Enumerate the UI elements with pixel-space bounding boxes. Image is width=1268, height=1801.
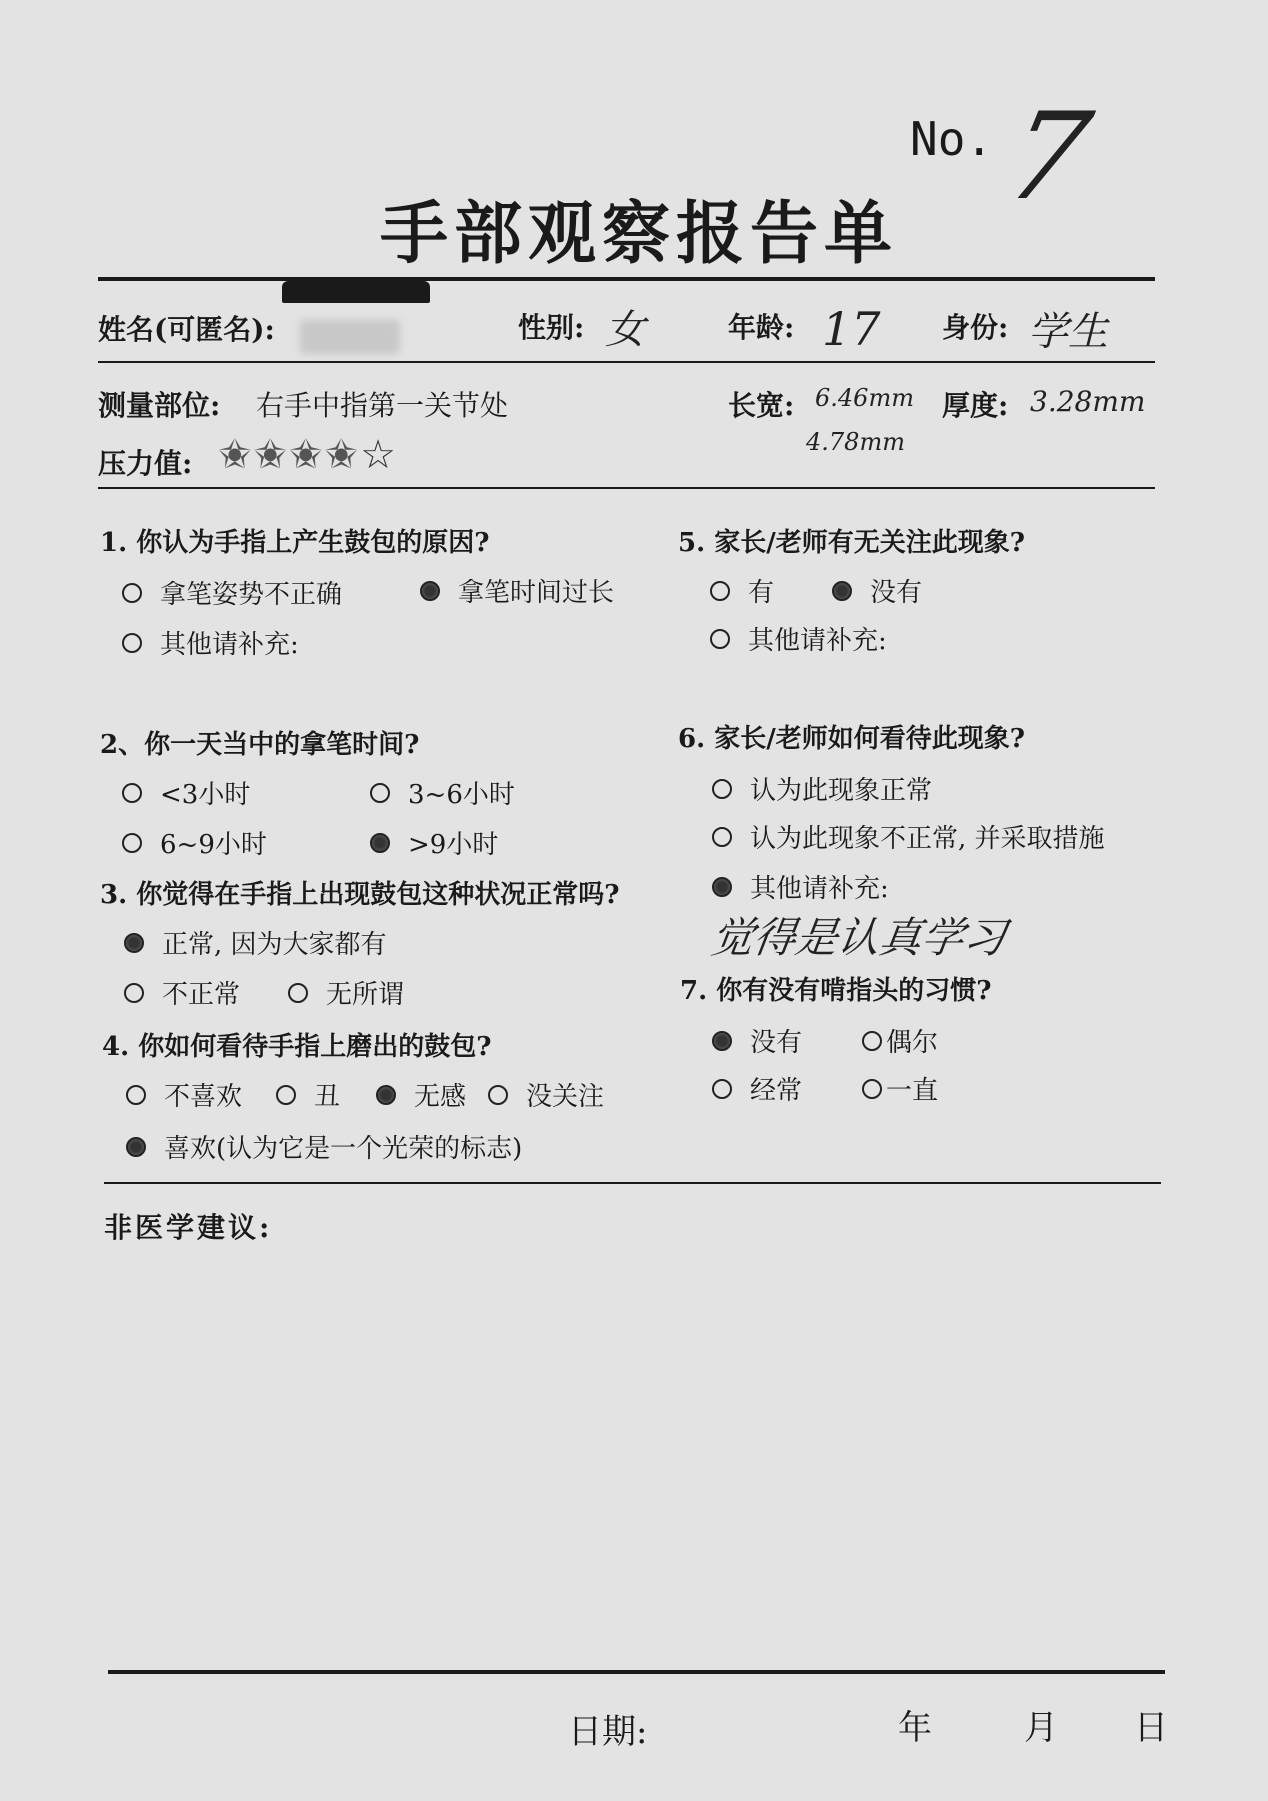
q4-option-3-label: 无感	[414, 1082, 467, 1112]
star-empty-icon: ☆	[360, 432, 398, 478]
q5-radio-3[interactable]	[710, 629, 730, 649]
name-redacted	[300, 320, 400, 354]
star-filled-icon: ✬	[218, 432, 254, 478]
q6-handwritten-note: 觉得是认真学习	[708, 913, 1010, 962]
q5-radio-1[interactable]	[710, 581, 730, 601]
title-underline	[98, 277, 1155, 281]
q5-option-1[interactable]	[710, 572, 774, 609]
q5-option-1-label: 有	[748, 578, 775, 608]
name-label: 姓名(可匿名):	[98, 313, 275, 346]
pressure-label: 压力值:	[98, 447, 193, 480]
q1-option-3[interactable]	[122, 624, 299, 661]
q2-radio-4[interactable]	[370, 833, 390, 853]
q5-option-3-label: 其他请补充:	[748, 626, 887, 656]
q5-option-2[interactable]	[832, 572, 922, 609]
q5-radio-2[interactable]	[832, 581, 852, 601]
identity-label: 身份:	[942, 311, 1009, 344]
date-label: 日期:	[568, 1712, 648, 1752]
q6-radio-1[interactable]	[712, 779, 732, 799]
q4-option-3[interactable]	[376, 1076, 466, 1113]
gender-value: 女	[605, 307, 645, 353]
site-label: 测量部位:	[98, 389, 221, 422]
redaction-bar	[282, 281, 430, 303]
q1-option-1-label: 拿笔姿势不正确	[160, 580, 343, 610]
form-title: 手部观察报告单	[380, 194, 899, 274]
q4-text: 4. 你如何看待手指上磨出的鼓包?	[102, 1032, 492, 1062]
form-number-label: No.	[910, 112, 994, 166]
site-value: 右手中指第一关节处	[256, 389, 509, 422]
q4-option-5-label: 喜欢(认为它是一个光荣的标志)	[164, 1134, 523, 1164]
date-day-label: 日	[1134, 1708, 1168, 1748]
form-number-value: 7	[995, 88, 1102, 227]
identity-value: 学生	[1028, 309, 1108, 355]
star-filled-icon: ✬	[289, 432, 325, 478]
q1-radio-2[interactable]	[420, 581, 440, 601]
q7-text: 7. 你有没有啃指头的习惯?	[680, 976, 992, 1006]
q2-option-4-label: >9小时	[408, 830, 499, 860]
q2-option-3[interactable]	[122, 824, 267, 861]
q7-option-1[interactable]	[712, 1022, 802, 1059]
info-divider-2	[98, 487, 1155, 489]
q2-text: 2、你一天当中的拿笔时间?	[100, 730, 420, 760]
questions-divider	[104, 1182, 1161, 1184]
q3-option-3-label: 无所谓	[326, 980, 405, 1010]
gender-label: 性别:	[518, 311, 585, 344]
q7-option-3[interactable]	[712, 1070, 802, 1107]
date-year-label: 年	[898, 1708, 932, 1748]
size-value-1: 6.46mm	[815, 384, 914, 412]
q3-radio-2[interactable]	[124, 983, 144, 1003]
q6-text: 6. 家长/老师如何看待此现象?	[678, 724, 1025, 754]
info-divider-1	[98, 361, 1155, 363]
q4-radio-1[interactable]	[126, 1085, 146, 1105]
thickness-value: 3.28mm	[1030, 385, 1146, 418]
q1-option-2[interactable]	[420, 572, 614, 609]
q4-option-4-label: 没关注	[526, 1082, 605, 1112]
q7-option-3-label: 经常	[750, 1076, 803, 1106]
q7-option-1-label: 没有	[750, 1028, 803, 1058]
q2-option-2-label: 3~6小时	[408, 780, 515, 810]
q7-radio-1[interactable]	[712, 1031, 732, 1051]
q4-radio-3[interactable]	[376, 1085, 396, 1105]
q3-radio-3[interactable]	[288, 983, 308, 1003]
q2-radio-1[interactable]	[122, 783, 142, 803]
q6-option-3-label: 其他请补充:	[750, 874, 889, 904]
q4-option-5[interactable]	[126, 1128, 522, 1165]
date-month-label: 月	[1024, 1708, 1058, 1748]
age-value: 17	[822, 302, 881, 356]
star-filled-icon: ✬	[324, 432, 361, 478]
q1-option-3-label: 其他请补充:	[160, 630, 299, 660]
q7-option-2[interactable]	[862, 1022, 938, 1059]
star-filled-icon: ✬	[253, 432, 290, 478]
q2-option-3-label: 6~9小时	[160, 830, 267, 860]
q1-radio-3[interactable]	[122, 633, 142, 653]
q4-radio-4[interactable]	[488, 1085, 508, 1105]
q7-option-4-label: 一直	[886, 1076, 939, 1106]
q6-option-2-label: 认为此现象不正常, 并采取措施	[750, 824, 1105, 854]
q7-radio-3[interactable]	[712, 1079, 732, 1099]
q4-option-4[interactable]	[488, 1076, 604, 1113]
q1-radio-1[interactable]	[122, 583, 142, 603]
q3-option-3[interactable]	[288, 974, 404, 1011]
pressure-rating-stars	[218, 432, 398, 478]
q7-radio-2[interactable]	[862, 1031, 882, 1051]
q4-option-1[interactable]	[126, 1076, 242, 1113]
q2-option-1-label: <3小时	[160, 780, 251, 810]
q6-option-3[interactable]	[712, 868, 889, 905]
q6-radio-3[interactable]	[712, 877, 732, 897]
q2-radio-3[interactable]	[122, 833, 142, 853]
q3-option-2[interactable]	[124, 974, 240, 1011]
q5-option-3[interactable]	[710, 620, 887, 657]
q7-option-2-label: 偶尔	[886, 1028, 939, 1058]
age-label: 年龄:	[728, 311, 795, 344]
q6-option-1-label: 认为此现象正常	[750, 776, 933, 806]
q2-option-2[interactable]	[370, 774, 515, 811]
advice-label: 非医学建议:	[104, 1211, 273, 1244]
q6-option-1[interactable]	[712, 770, 932, 807]
size-label: 长宽:	[728, 389, 795, 422]
thickness-label: 厚度:	[942, 389, 1009, 422]
q7-radio-4[interactable]	[862, 1079, 882, 1099]
q6-option-2[interactable]	[712, 818, 1105, 855]
q5-text: 5. 家长/老师有无关注此现象?	[678, 528, 1025, 558]
q1-text: 1. 你认为手指上产生鼓包的原因?	[100, 528, 490, 558]
q4-radio-5[interactable]	[126, 1137, 146, 1157]
q1-option-1[interactable]	[122, 574, 342, 611]
q2-option-4[interactable]	[370, 824, 498, 861]
q2-option-1[interactable]	[122, 774, 250, 811]
q4-option-2-label: 丑	[314, 1082, 341, 1112]
q4-radio-2[interactable]	[276, 1085, 296, 1105]
q2-radio-2[interactable]	[370, 783, 390, 803]
q1-option-2-label: 拿笔时间过长	[458, 578, 615, 608]
q6-radio-2[interactable]	[712, 827, 732, 847]
q4-option-2[interactable]	[276, 1076, 340, 1113]
q3-option-1-label: 正常, 因为大家都有	[162, 930, 387, 960]
footer-divider	[108, 1670, 1165, 1674]
q3-text: 3. 你觉得在手指上出现鼓包这种状况正常吗?	[100, 880, 620, 910]
q3-radio-1[interactable]	[124, 933, 144, 953]
q7-option-4[interactable]	[862, 1070, 938, 1107]
q5-option-2-label: 没有	[870, 578, 923, 608]
q4-option-1-label: 不喜欢	[164, 1082, 243, 1112]
q3-option-2-label: 不正常	[162, 980, 241, 1010]
size-value-2: 4.78mm	[806, 428, 905, 456]
q3-option-1[interactable]	[124, 924, 387, 961]
